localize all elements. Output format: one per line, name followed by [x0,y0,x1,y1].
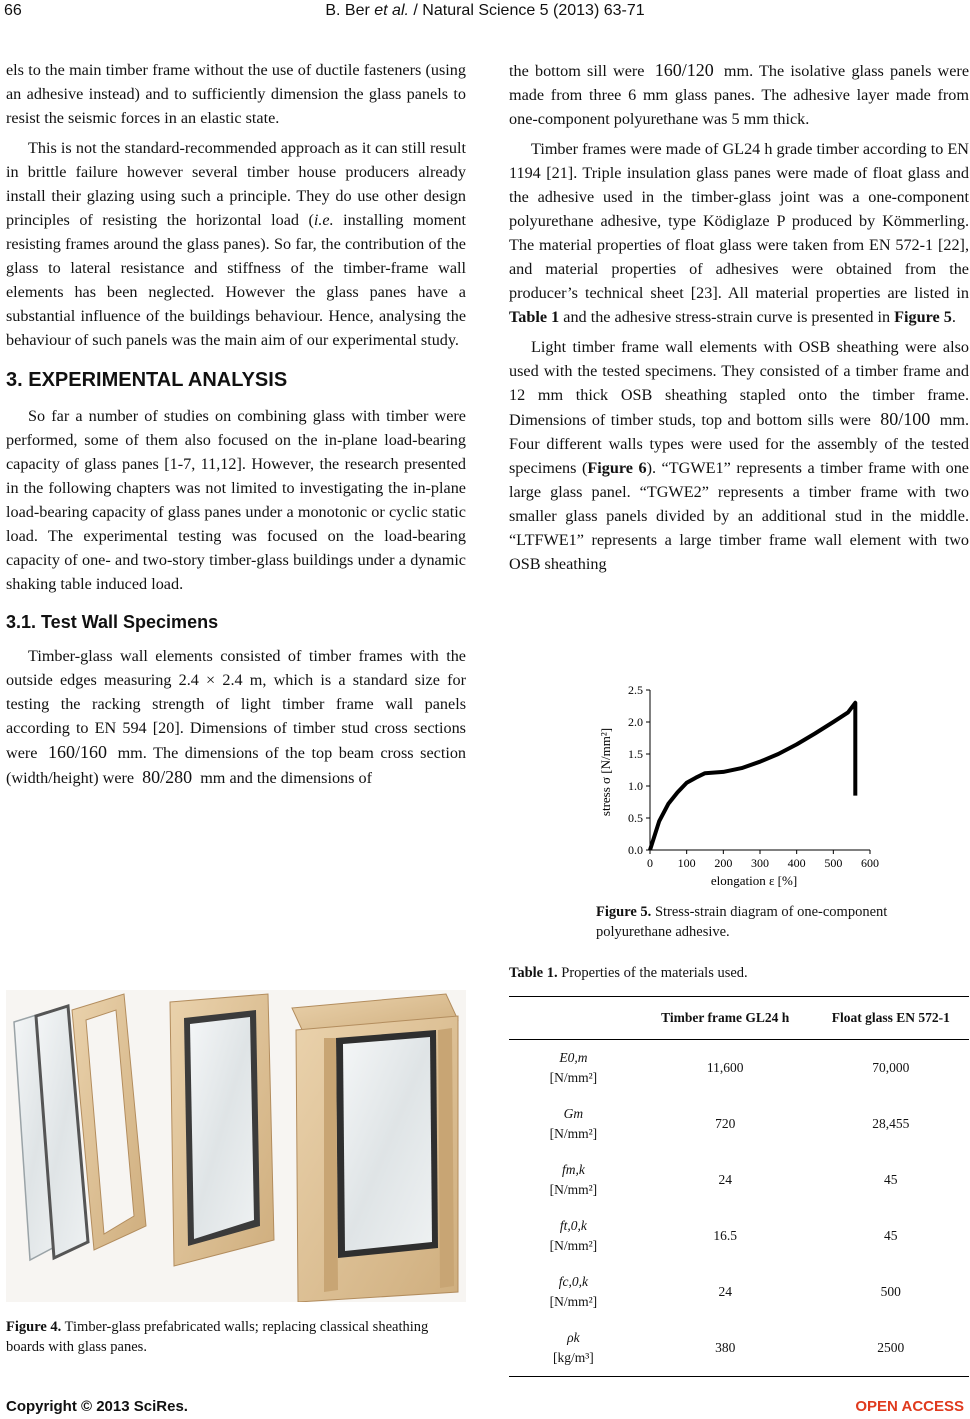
open-access-label: OPEN ACCESS [855,1398,964,1415]
chart-y-tick-label: 2.5 [628,683,643,697]
table-cell-timber: 24 [718,1172,732,1187]
table-cell-property: E0,m [N/mm²] [549,1050,598,1085]
figure-5-chart [588,680,888,890]
table-cell-property: fm,k [N/mm²] [549,1162,598,1197]
copyright-notice: Copyright © 2013 SciRes. [6,1398,188,1415]
table-cell-glass: 2500 [813,1320,969,1377]
right-column [509,58,969,576]
chart-x-tick-label: 400 [787,856,806,870]
chart-x-tick-label: 300 [751,856,769,870]
table-row [509,1096,969,1152]
table-cell-glass: 45 [884,1172,898,1187]
table-header-cell [509,997,638,1040]
table-cell-timber: 16.5 [713,1228,737,1243]
paragraph: Timber frames were made of GL24 h grade timber according to EN 1194 [21]. Triple insulation glass panes were made of float glass and the adhesive used in the timber-glass joint was a one-component polyurethane adhesive, type Ködiglaze P produced by Kömmerling. The material properties of float glass were taken from EN 572-1 [22], and material properties of adhesives were obtained from the producer’s technical sheet [23]. All material properties are listed in Table 1 and the adhesive stress-strain curve is presented in Figure 5. [509,140,969,326]
figure-5-caption: Figure 5. Stress-strain diagram of one-component polyurethane adhesive. [596,904,888,940]
table-cell-timber: 11,600 [706,1060,744,1075]
chart-series-line [650,703,855,850]
table-cell-timber: 24 [718,1284,732,1299]
table-cell-property: ft,0,k [N/mm²] [549,1218,598,1253]
chart-xlabel: elongation ε [%] [710,873,798,888]
table-cell-glass: 45 [884,1228,898,1243]
table-row [509,1152,969,1208]
table-header-cell: Timber frame GL24 h [638,997,813,1040]
chart-x-tick-label: 500 [824,856,843,870]
chart-x-tick-label: 200 [714,856,733,870]
paragraph: Light timber frame wall elements with OSB sheathing were also used with the tested specimens. They consisted of a timber frame and 12 mm thick OSB sheathing stapled onto the timber frame. Dimensions of timber studs, top and bottom sills were 80/100 mm. Four different walls types were used for the assembly of the tested specimens (Figure 6). “TGWE1” represents a timber frame with one large glass panel. “TGWE2” represents a timber frame with two smaller glass panels divided by an additional stud in the middle. “LTFWE1” represents a large timber frame wall element with two OSB sheathing [509,338,970,573]
chart-y-tick-label: 0.5 [628,811,643,825]
paragraph: the bottom sill were 160/120 mm. The isolative glass panels were made from three 6 mm glass panes. The adhesive layer made from one-component polyurethane was 5 mm thick. [509,60,970,128]
chart-x-tick-label: 600 [861,856,879,870]
table-row [509,1040,969,1097]
paragraph: This is not the standard-recommended approach as it can still result in brittle failure however several timber house producers already install their glazing using such a principle. They do use other design principles of resisting the horizontal load (i.e. installing moment resisting frames around the glass panes). So far, the contribution of the glass to lateral resistance and stiffness of the timber-frame wall elements has been neglected. However the glass panes have a substantial influence of the buildings behaviour. Hence, analysing the behaviour of such panels was the main aim of our experimental study. [6,139,466,349]
table-1 [509,996,969,1377]
chart-ticks [628,683,879,870]
chart-axes [650,690,870,850]
chart-y-tick-label: 1.5 [628,747,643,761]
chart-y-tick-label: 1.0 [628,779,643,793]
table-cell-timber: 380 [638,1320,813,1377]
table-row [509,1320,969,1377]
section-heading: 3. EXPERIMENTAL ANALYSIS [6,369,288,391]
chart-ylabel: stress σ [N/mm²] [598,727,613,817]
running-title: B. Ber et al. / Natural Science 5 (2013) 63-71 [325,2,645,19]
table-cell-timber: 720 [715,1116,736,1131]
chart-y-tick-label: 0.0 [628,843,643,857]
chart-y-tick-label: 2.0 [628,715,643,729]
table-1-caption: Table 1. Properties of the materials used. [509,965,748,981]
figure-4-caption: Figure 4. Timber-glass prefabricated walls; replacing classical sheathing boards with glass panes. [6,1319,429,1355]
left-column [6,58,466,790]
table-header-cell: Float glass EN 572-1 [813,997,969,1040]
table-cell-glass: 28,455 [872,1116,910,1131]
table-header-row [509,997,969,1040]
paragraph: So far a number of studies on combining glass with timber were performed, some of them also focused on the in-plane load-bearing capacity of glass panes [1-7, 11,12]. However, the research presented in the following chapters was not limited to investigating the in-plane load-bearing capacity of glass panes under a monotonic or cyclic static load. The experimental testing was focused on the load-bearing capacity of one- and two-story timber-glass buildings under a dynamic shaking table induced load. [6,407,466,593]
table-row [509,1264,969,1320]
chart-x-tick-label: 0 [647,856,653,870]
table-cell-property: Gm [N/mm²] [549,1106,598,1141]
subsection-heading: 3.1. Test Wall Specimens [6,612,219,632]
table-cell-glass: 500 [880,1284,901,1299]
table-row [509,1208,969,1264]
paragraph: els to the main timber frame without the use of ductile fasteners (using an adhesive instead) and to sufficiently dimension the glass panels to resist the seismic forces in an elastic state. [6,61,466,127]
table-cell-property: ρk [kg/m³] [509,1320,638,1377]
table-cell-glass: 70,000 [872,1060,910,1075]
page-number: 66 [4,2,22,19]
figure-4-image [6,990,466,1302]
chart-x-tick-label: 100 [677,856,696,870]
paragraph: Timber-glass wall elements consisted of timber frames with the outside edges measuring 2.4 × 2.4 m, which is a standard size for testing the racking strength of light timber frame wall panels according to EN 594 [20]. Dimensions of timber stud cross sections were 160/160 mm. The dimensions of the top beam cross section (width/height) were 80/280 mm and the dimensions of [6,647,467,787]
table-cell-property: fc,0,k [N/mm²] [549,1274,598,1309]
